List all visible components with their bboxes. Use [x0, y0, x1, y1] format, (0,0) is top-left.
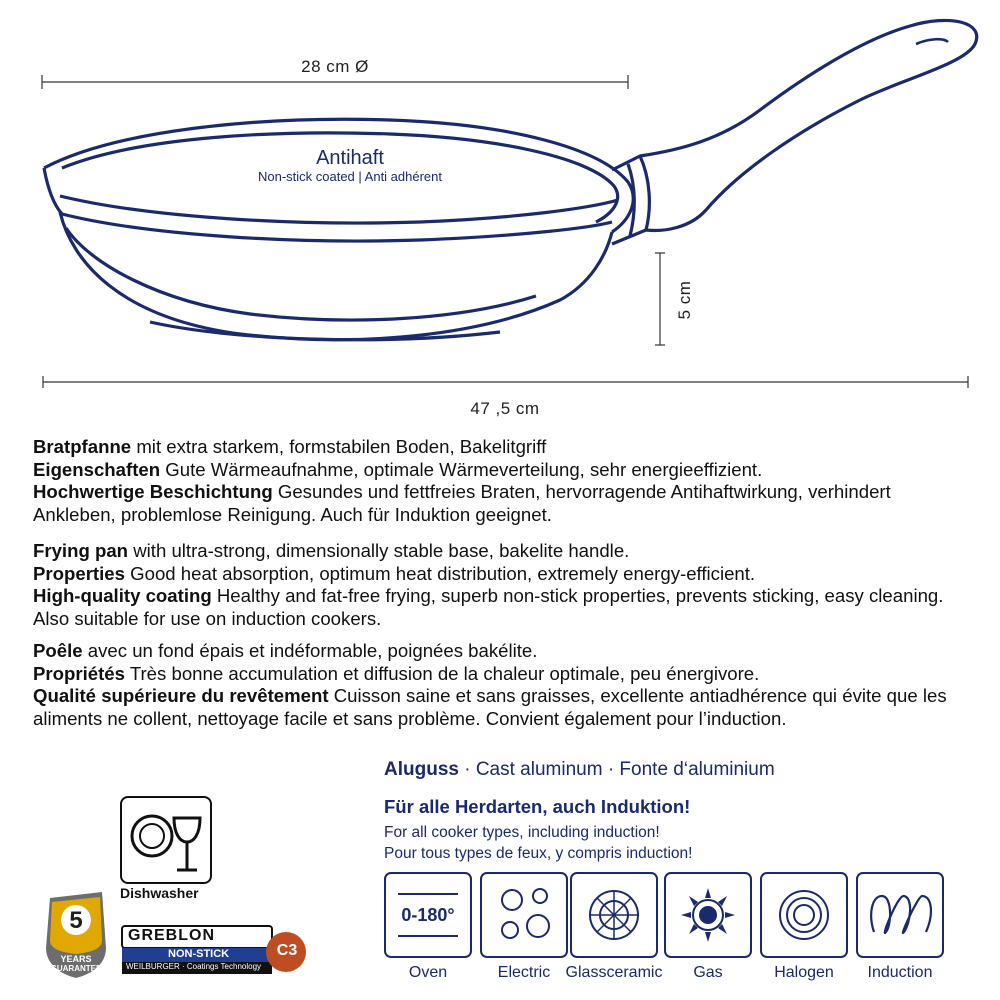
guarantee-badge	[42, 888, 110, 980]
oven-tile	[384, 872, 472, 958]
oven-icon	[386, 874, 470, 956]
desc-line: High-quality coating Healthy and fat-free frying, superb non-stick properties, prevents sticking, easy cleaning. Also suitable for use on induction cookers.	[33, 585, 944, 629]
material-line: Aluguss · Cast aluminum · Fonte d‘aluminium	[384, 759, 775, 780]
diameter-dimension-line	[42, 75, 628, 89]
height-label: 5 cm	[675, 280, 694, 320]
greblon-footer: WEILBURGER · Coatings Technology	[126, 962, 262, 971]
oven-label: Oven	[408, 964, 448, 981]
induction-label: Induction	[867, 964, 933, 981]
glassceramic-hob-icon	[572, 874, 656, 956]
desc-line: Properties Good heat absorption, optimum heat distribution, extremely energy-efficient.	[33, 562, 756, 584]
gas-label: Gas	[693, 964, 723, 981]
cooker-heading: Für alle Herdarten, auch Induktion!	[384, 796, 691, 817]
svg-text:0-180°: 0-180°	[401, 905, 455, 925]
length-dimension-line	[43, 376, 968, 388]
gas-flame-icon	[666, 874, 750, 956]
desc-line: Eigenschaften Gute Wärmeaufnahme, optimale Wärmeverteilung, sehr energieeffizient.	[33, 458, 763, 480]
description-english	[33, 540, 973, 630]
halogen-hob-icon	[762, 874, 846, 956]
description-french	[33, 640, 973, 730]
halogen-tile	[760, 872, 848, 958]
glassceramic-tile	[570, 872, 658, 958]
guarantee-word: GUARANTEE	[50, 964, 102, 973]
greblon-badge	[120, 922, 310, 980]
pan-outline	[44, 20, 977, 339]
guarantee-number: 5	[69, 907, 83, 934]
induction-tile	[856, 872, 944, 958]
halogen-label: Halogen	[774, 964, 834, 981]
dishwasher-label: Dishwasher	[120, 885, 199, 901]
greblon-sub: NON-STICK	[168, 948, 230, 960]
desc-line: Frying pan with ultra-strong, dimensionally stable base, bakelite handle.	[33, 540, 630, 561]
gas-tile	[664, 872, 752, 958]
cooker-line-fr: Pour tous types de feux, y compris induction!	[384, 845, 693, 862]
length-label: 47 ,5 cm	[470, 399, 540, 418]
desc-line: Poêle avec un fond épais et indéformable, poignées bakélite.	[33, 640, 538, 661]
cooker-line-en: For all cooker types, including induction!	[384, 824, 660, 841]
induction-coil-icon	[858, 874, 942, 956]
description-german	[33, 436, 973, 526]
glassceramic-label: Glassceramic	[565, 964, 663, 981]
height-dimension-line	[655, 253, 665, 345]
desc-line: Propriétés Très bonne accumulation et diffusion de la chaleur optimale, peu énergivore.	[33, 662, 760, 684]
greblon-brand: GREBLON	[128, 927, 215, 944]
dishwasher-badge	[120, 796, 212, 884]
electric-tile	[480, 872, 568, 958]
guarantee-years: YEARS	[60, 954, 92, 964]
desc-line: Bratpfanne mit extra starkem, formstabilen Boden, Bakelitgriff	[33, 436, 547, 457]
diameter-label: 28 cm Ø	[301, 57, 369, 76]
pan-technical-drawing	[0, 0, 1000, 430]
electric-label: Electric	[497, 964, 551, 981]
desc-line: Qualité supérieure du revêtement Cuisson saine et sans graisses, excellente antiadhérence qui évite que les aliments ne collent, nettoyage facile et sans problème. Convient également pour l’induction.	[33, 685, 947, 729]
electric-hob-icon	[482, 874, 566, 956]
greblon-grade: C3	[276, 942, 298, 959]
desc-line: Hochwertige Beschichtung Gesundes und fettfreies Braten, hervorragende Antihaftwirkung, verhindert Ankleben, problemlose Reinigung. Auch für Induktion geeignet.	[33, 481, 891, 525]
pan-label-title: Antihaft	[316, 147, 384, 169]
pan-label-subtitle: Non-stick coated | Anti adhérent	[257, 169, 443, 184]
dishwasher-icon	[122, 798, 210, 882]
